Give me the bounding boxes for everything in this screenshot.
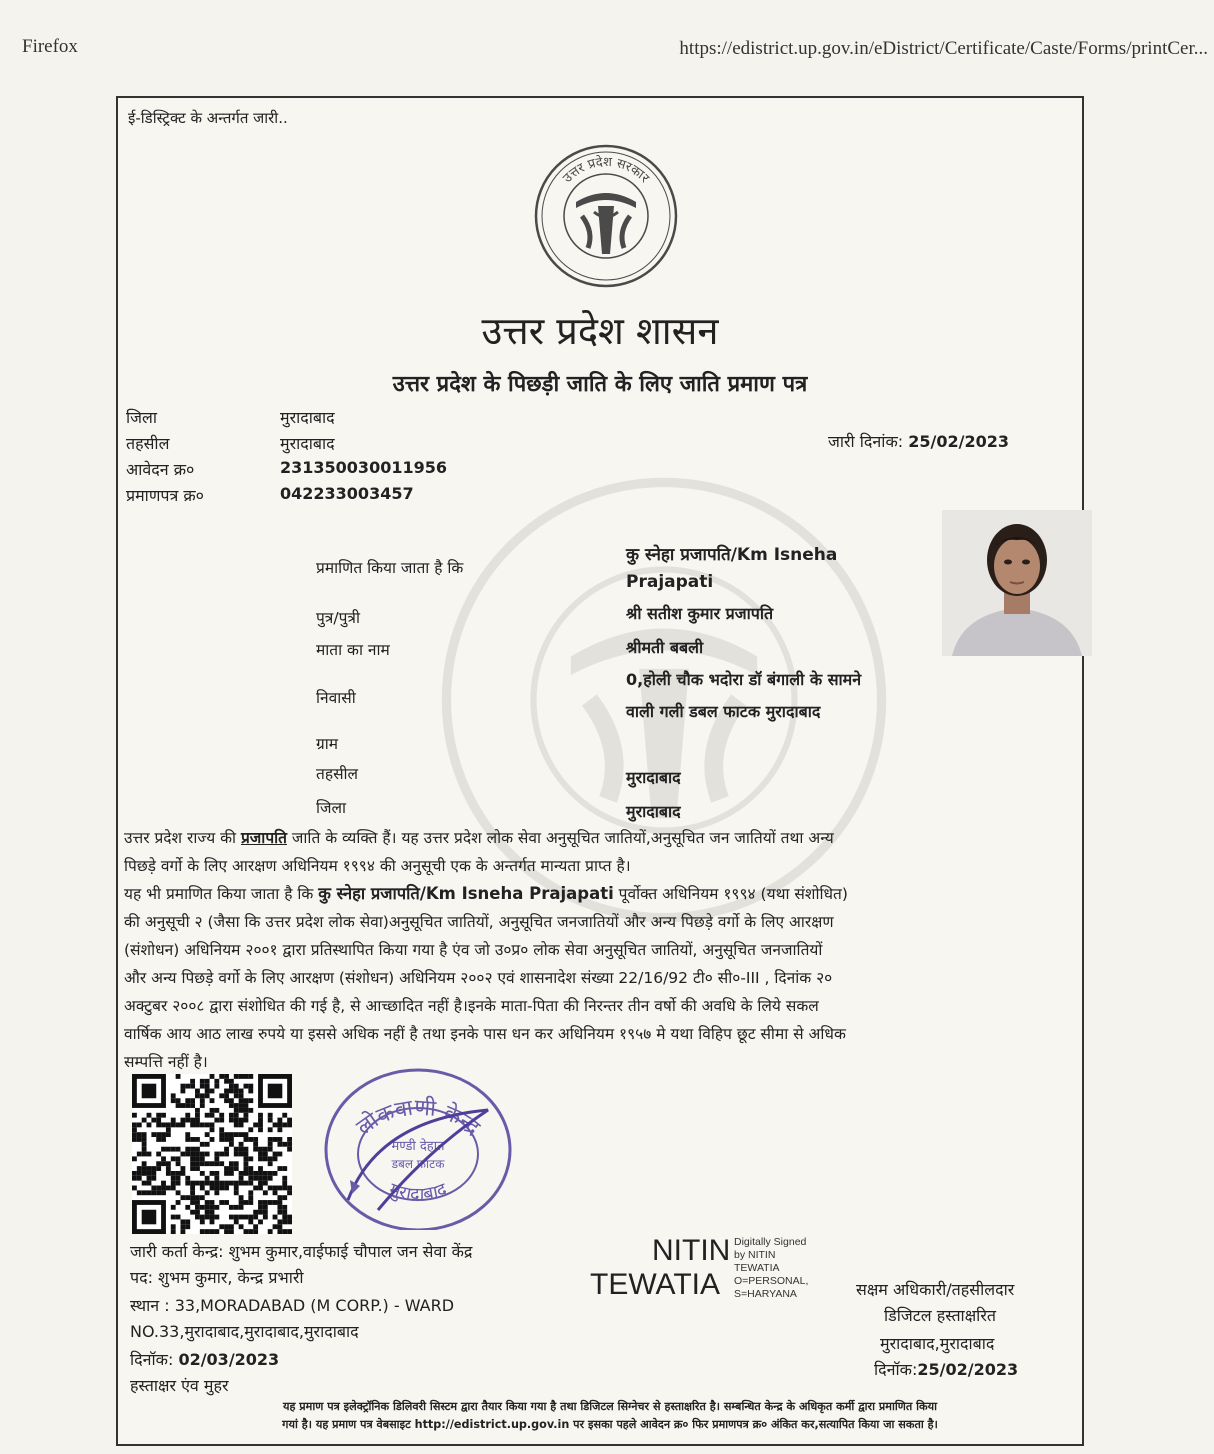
footer-line1: यह प्रमाण पत्र इलेक्ट्रॉनिक डिलिवरी सिस्टम द्वारा तैयार किया गया है तथा डिजिटल सिग्नेचर से हस्ताक्षरित है। सम्बन्धित केन्द्र के अधिकृत कर्मी द्वारा प्रमाणित किया bbox=[282, 1400, 938, 1413]
parent-label: पुत्र/पुत्री bbox=[316, 609, 360, 627]
caste-paragraph bbox=[124, 824, 1074, 880]
authority-date-value: 25/02/2023 bbox=[917, 1360, 1019, 1379]
digital-signature-details bbox=[734, 1236, 808, 1301]
p2-applicant-name: कु स्नेहा प्रजापति/Km Isneha Prajapati bbox=[318, 884, 614, 903]
certificate-number: 042233003457 bbox=[280, 484, 414, 503]
sig-line4: O=PERSONAL, bbox=[734, 1275, 809, 1287]
sig-line1: Digitally Signed bbox=[734, 1236, 807, 1248]
signer-first-name: NITIN bbox=[652, 1234, 731, 1267]
applicant-photo bbox=[942, 510, 1092, 656]
issuer-place-line1: स्थान : 33,MORADABAD (M CORP.) - WARD bbox=[130, 1296, 455, 1315]
p2-line7: सम्पत्ति नहीं है। bbox=[124, 1053, 208, 1071]
authority-date bbox=[874, 1358, 1018, 1380]
village-label: ग्राम bbox=[316, 735, 339, 753]
issuer-date-value: 02/03/2023 bbox=[178, 1350, 280, 1369]
detail-tehsil-label: तहसील bbox=[316, 765, 359, 783]
certificate-subtitle: उत्तर प्रदेश के पिछड़ी जाति के लिए जाति प्रमाण पत्र bbox=[392, 372, 808, 397]
authority-date-label: दिनॉक: bbox=[874, 1360, 918, 1379]
p2-line2: की अनुसूची २ (जैसा कि उत्तर प्रदेश लोक सेवा)अनुसूचित जातियों, अनुसूचित जनजातियों और अन्य पिछड़े वर्गो के लिए आरक्षण bbox=[124, 913, 834, 931]
svg-text:उत्तर प्रदेश सरकार: उत्तर प्रदेश सरकार bbox=[560, 154, 652, 187]
application-label: आवेदन क्र० bbox=[126, 460, 195, 479]
p1-line1-rest: जाति के व्यक्ति हैं। यह उत्तर प्रदेश लोक सेवा अनुसूचित जातियों,अनुसूचित जन जातियों तथा अन्य bbox=[286, 829, 834, 847]
detail-district-value: मुरादाबाद bbox=[626, 802, 681, 821]
p2-line3: (संशोधन) अधिनियम २००१ द्वारा प्रतिस्थापित किया गया है एंव जो उ०प्र० लोक सेवा अनुसूचित जातियों, अनुसूचित जनजातियों bbox=[124, 941, 823, 959]
issuer-post: पद: शुभम कुमार, केन्द्र प्रभारी bbox=[130, 1268, 304, 1287]
residence-line2: वाली गली डबल फाटक मुरादाबाद bbox=[626, 702, 821, 721]
qr-code-icon bbox=[132, 1074, 292, 1234]
svg-text:मण्डी देहात: मण्डी देहात bbox=[391, 1139, 445, 1154]
issuer-date bbox=[130, 1348, 279, 1370]
issuing-center: जारी कर्ता केन्द्र: शुभम कुमार,वाईफाई चौपाल जन सेवा केंद्र bbox=[130, 1242, 473, 1261]
browser-name: Firefox bbox=[22, 36, 78, 57]
mother-label: माता का नाम bbox=[316, 641, 390, 659]
p2-prefix: यह भी प्रमाणित किया जाता है कि bbox=[124, 885, 319, 903]
p1-prefix: उत्तर प्रदेश राज्य की bbox=[124, 829, 241, 847]
residence-label: निवासी bbox=[316, 689, 356, 707]
svg-text:मुरादाबाद: मुरादाबाद bbox=[386, 1178, 450, 1206]
authority-place: मुरादाबाद,मुरादाबाद bbox=[880, 1334, 995, 1353]
footer-note bbox=[120, 1398, 1100, 1434]
up-government-emblem-icon bbox=[532, 142, 680, 290]
schedule-paragraph bbox=[124, 880, 1074, 1076]
applicant-name-line2: Prajapati bbox=[626, 572, 714, 592]
page-title: उत्तर प्रदेश शासन bbox=[481, 309, 719, 353]
sig-line3: TEWATIA bbox=[734, 1262, 780, 1274]
authority-title: सक्षम अधिकारी/तहसीलदार bbox=[856, 1280, 1015, 1299]
p2-line6: वार्षिक आय आठ लाख रुपये या इससे अधिक नहीं है तथा इनके पास धन कर अधिनियम १९५७ मे यथा विहिप छूट सीमा से अधिक bbox=[124, 1025, 846, 1043]
mother-value: श्रीमती बबली bbox=[626, 638, 704, 657]
signer-last-name: TEWATIA bbox=[590, 1268, 720, 1301]
issue-date-value: 25/02/2023 bbox=[908, 432, 1009, 451]
sig-line2: by NITIN bbox=[734, 1249, 776, 1261]
issue-date bbox=[828, 430, 1009, 452]
p2-line4: और अन्य पिछड़े वर्गो के लिए आरक्षण (संशोधन) अधिनियम २००२ एवं शासनादेश संख्या 22/16/92 टी० सी०-III , दिनांक २० bbox=[124, 969, 833, 987]
issuer-place-line2: NO.33,मुरादाबाद,मुरादाबाद,मुरादाबाद bbox=[130, 1322, 359, 1341]
person-photo-icon bbox=[942, 510, 1092, 656]
certified-label: प्रमाणित किया जाता है कि bbox=[316, 559, 464, 577]
issue-date-label: जारी दिनांक: bbox=[828, 432, 904, 451]
authority-digital: डिजिटल हस्ताक्षरित bbox=[884, 1306, 996, 1325]
residence-line1: 0,होली चौक भदोरा डॉ बंगाली के सामने bbox=[626, 670, 862, 689]
caste-name: प्रजापति bbox=[240, 829, 287, 847]
sig-line5: S=HARYANA bbox=[734, 1288, 797, 1300]
certificate-label: प्रमाणपत्र क्र० bbox=[126, 486, 204, 505]
issuer-date-label: दिनॉक: bbox=[130, 1350, 174, 1369]
detail-district-label: जिला bbox=[316, 799, 347, 817]
lokvani-kendra-stamp bbox=[318, 1050, 518, 1230]
svg-text:डबल फाटक: डबल फाटक bbox=[391, 1157, 445, 1171]
parent-value: श्री सतीश कुमार प्रजापति bbox=[626, 604, 774, 623]
page-url: https://edistrict.up.gov.in/eDistrict/Certificate/Caste/Forms/printCer... bbox=[679, 38, 1208, 59]
p2-line1-rest: पूर्वोक्त अधिनियम १९९४ (यथा संशोधित) bbox=[613, 885, 848, 903]
district-value: मुरादाबाद bbox=[280, 408, 335, 427]
svg-text:लोकवाणी केन्द्र: लोकवाणी केन्द्र bbox=[352, 1095, 485, 1141]
p1-line2: पिछड़े वर्गो के लिए आरक्षण अधिनियम १९९४ की अनुसूची एक के अन्तर्गत मान्यता प्राप्त है। bbox=[124, 857, 631, 875]
detail-tehsil-value: मुरादाबाद bbox=[626, 768, 681, 787]
district-label: जिला bbox=[126, 408, 158, 427]
footer-line2: गयां है। यह प्रमाण पत्र वेबसाइट http://edistrict.up.gov.in पर इसका पहले आवेदन क्र० फिर प्रमाणपत्र क्र० अंकित कर,सत्यापित किया जा सकता है। bbox=[282, 1418, 938, 1431]
issued-under-note: ई-डिस्ट्रिक्ट के अन्तर्गत जारी.. bbox=[128, 109, 288, 127]
tehsil-label: तहसील bbox=[126, 434, 170, 453]
sign-and-seal: हस्ताक्षर एंव मुहर bbox=[130, 1376, 229, 1395]
tehsil-value: मुरादाबाद bbox=[280, 434, 335, 453]
applicant-name-line1: कु स्नेहा प्रजापति/Km Isneha bbox=[626, 545, 838, 565]
p2-line5: अक्टुबर २००८ द्वारा संशोधित की गई है, से आच्छादित नहीं है।इनके माता-पिता की निरन्तर तीन वर्षो की अवधि के लिये सकल bbox=[124, 997, 819, 1015]
application-number: 231350030011956 bbox=[280, 458, 447, 477]
